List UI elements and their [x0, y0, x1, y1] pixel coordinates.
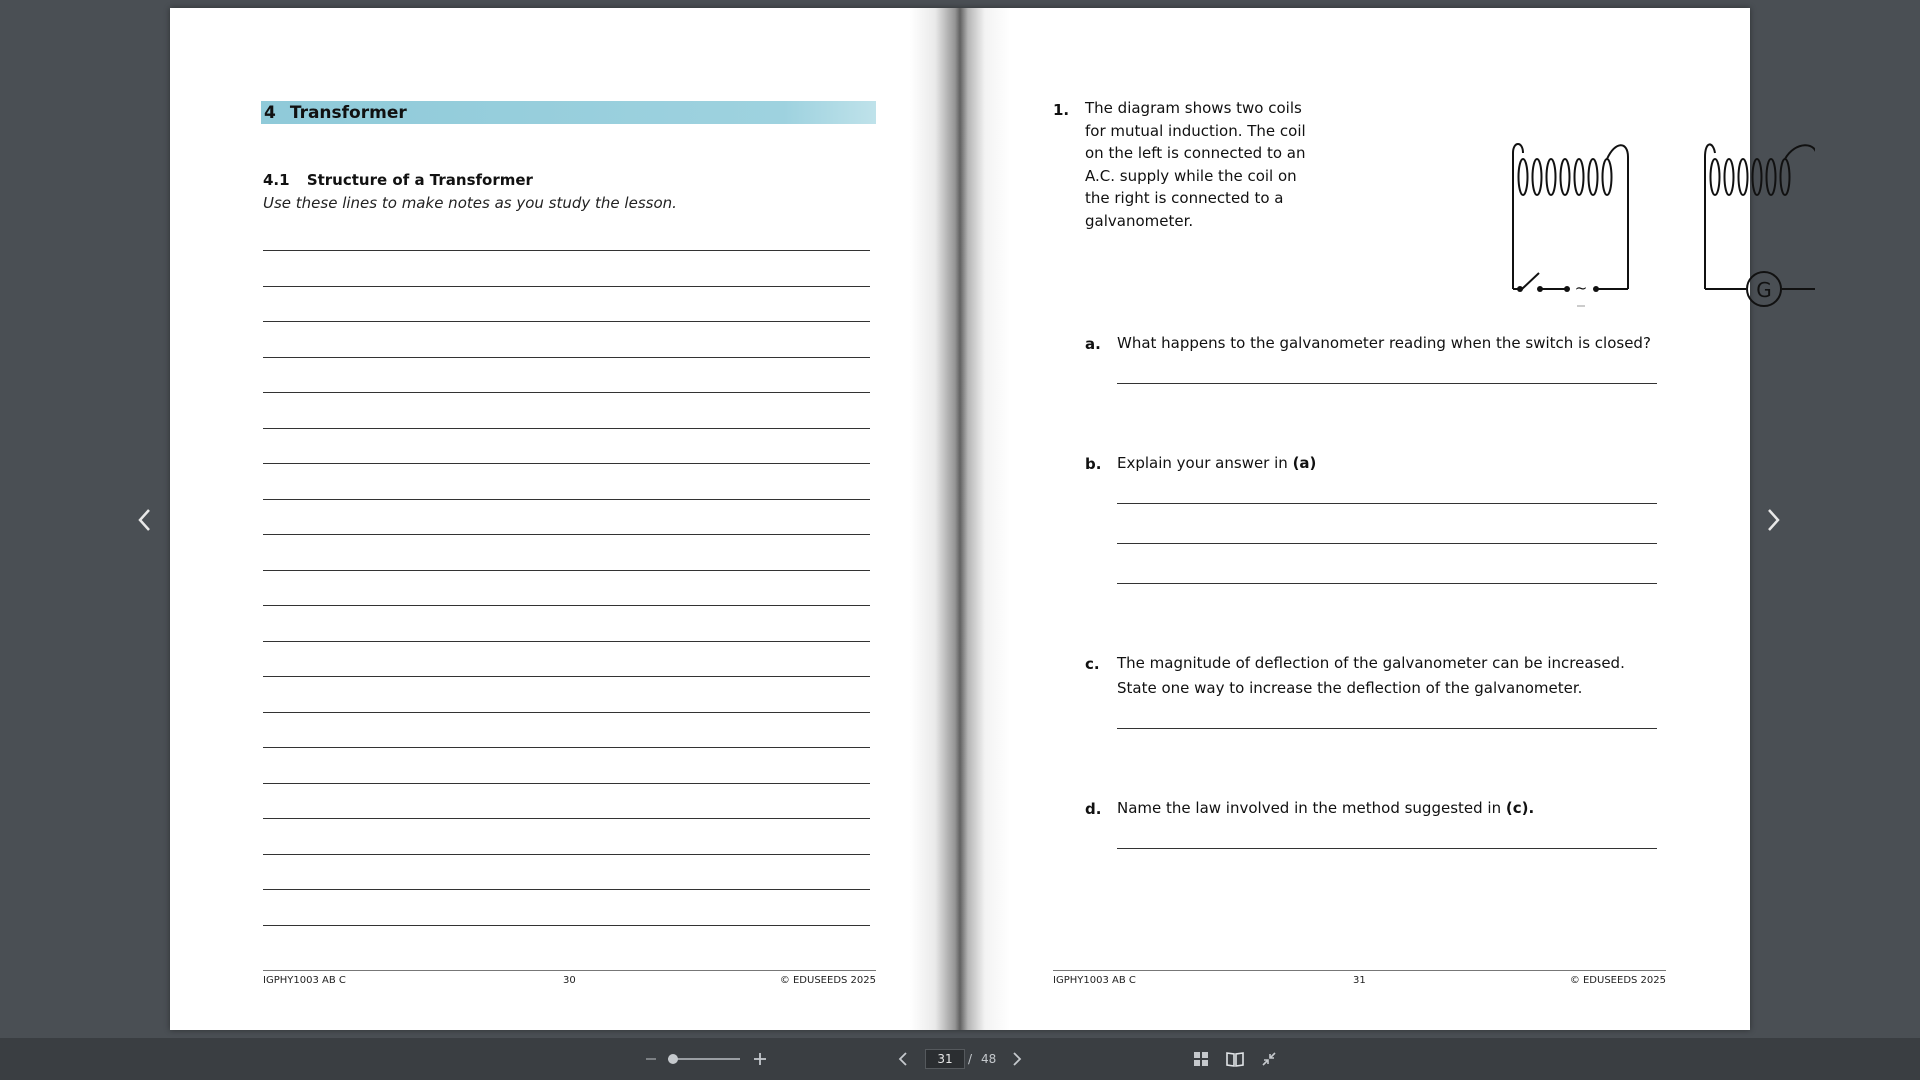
exit-fullscreen-icon — [1262, 1052, 1276, 1066]
thumbnails-button[interactable] — [1191, 1049, 1211, 1069]
book-open-icon — [1226, 1051, 1244, 1067]
page-footer — [263, 970, 876, 990]
left-page — [170, 8, 960, 1030]
section-heading — [263, 171, 533, 189]
note-line — [263, 676, 870, 677]
note-line — [263, 925, 870, 926]
section-title: Structure of a Transformer — [306, 171, 533, 189]
note-line — [263, 712, 870, 713]
grid-icon — [1193, 1051, 1209, 1067]
viewer-toolbar — [0, 1038, 1920, 1080]
page-separator: / — [968, 1052, 973, 1066]
fullscreen-button[interactable] — [1259, 1049, 1279, 1069]
note-line — [263, 250, 870, 251]
prev-page-button[interactable] — [893, 1049, 913, 1069]
zoom-slider[interactable] — [668, 1050, 740, 1068]
note-line — [263, 463, 870, 464]
next-page-button[interactable] — [1007, 1049, 1027, 1069]
note-line — [263, 392, 870, 393]
part-b-question — [1117, 451, 1657, 476]
part-a-text: What happens to the galvanometer reading when the switch is closed? — [1117, 334, 1651, 352]
section-number: 4.1 — [263, 171, 290, 189]
footer-page-number: 30 — [563, 975, 576, 986]
total-pages: 48 — [981, 1052, 997, 1066]
footer-code: IGPHY1003 AB C — [263, 975, 346, 986]
part-a-letter: a. — [1085, 335, 1101, 353]
zoom-out-button[interactable] — [642, 1049, 660, 1069]
next-spread-arrow[interactable] — [1753, 500, 1793, 540]
chevron-left-icon — [135, 506, 155, 534]
part-d-letter: d. — [1085, 800, 1102, 818]
chapter-number: 4 — [264, 102, 276, 123]
note-line — [263, 641, 870, 642]
part-b-text: Explain your answer in — [1117, 454, 1293, 472]
question-number: 1. — [1053, 101, 1070, 119]
answer-line — [1117, 503, 1657, 504]
chevron-right-icon — [1011, 1051, 1023, 1067]
footer-copyright: © EDUSEEDS 2025 — [779, 975, 876, 986]
plus-icon — [753, 1052, 767, 1066]
note-line — [263, 818, 870, 819]
page-number-input[interactable] — [925, 1049, 965, 1069]
footer-code: IGPHY1003 AB C — [1053, 975, 1136, 986]
note-line — [263, 286, 870, 287]
note-line — [263, 321, 870, 322]
mutual-induction-diagram — [1495, 143, 1815, 318]
answer-line — [1117, 848, 1657, 849]
note-line — [263, 889, 870, 890]
note-line — [263, 783, 870, 784]
zoom-handle[interactable] — [668, 1054, 678, 1064]
ac-supply-symbol: ~ — [1574, 279, 1588, 297]
book-view-button[interactable] — [1224, 1049, 1246, 1069]
part-d-text: Name the law involved in the method suggested in — [1117, 799, 1506, 817]
part-b-ref: (a) — [1292, 454, 1317, 472]
footer-copyright: © EDUSEEDS 2025 — [1569, 975, 1666, 986]
part-d-ref: (c). — [1505, 799, 1535, 817]
chapter-title: Transformer — [289, 102, 407, 123]
note-line — [263, 605, 870, 606]
page-footer — [1053, 970, 1666, 990]
answer-line — [1117, 543, 1657, 544]
part-d-question — [1117, 796, 1657, 821]
zoom-track — [668, 1058, 740, 1060]
right-page — [960, 8, 1772, 1030]
note-line — [263, 428, 870, 429]
part-c-text: The magnitude of deflection of the galvanometer can be increased. State one way to increase the deflection of the galvanometer. — [1117, 654, 1625, 697]
minus-icon — [644, 1052, 658, 1066]
answer-line — [1117, 728, 1657, 729]
chapter-heading — [261, 101, 876, 124]
galvanometer-symbol: G — [1756, 278, 1772, 302]
section-instruction: Use these lines to make notes as you study the lesson. — [263, 194, 677, 212]
note-line — [263, 534, 870, 535]
question-intro: The diagram shows two coils for mutual induction. The coil on the left is connected to an A.C. supply while the coil on the right is connected to a galvanometer. — [1085, 99, 1306, 230]
chevron-right-icon — [1763, 506, 1783, 534]
part-c-letter: c. — [1085, 655, 1100, 673]
note-line — [263, 570, 870, 571]
chevron-left-icon — [897, 1051, 909, 1067]
footer-page-number: 31 — [1353, 975, 1366, 986]
note-line — [263, 357, 870, 358]
answer-line — [1117, 583, 1657, 584]
prev-spread-arrow[interactable] — [125, 500, 165, 540]
book-spread — [170, 8, 1772, 1030]
answer-line — [1117, 383, 1657, 384]
note-line — [263, 854, 870, 855]
note-line — [263, 499, 870, 500]
part-b-letter: b. — [1085, 455, 1102, 473]
note-line — [263, 747, 870, 748]
zoom-in-button[interactable] — [750, 1048, 770, 1070]
